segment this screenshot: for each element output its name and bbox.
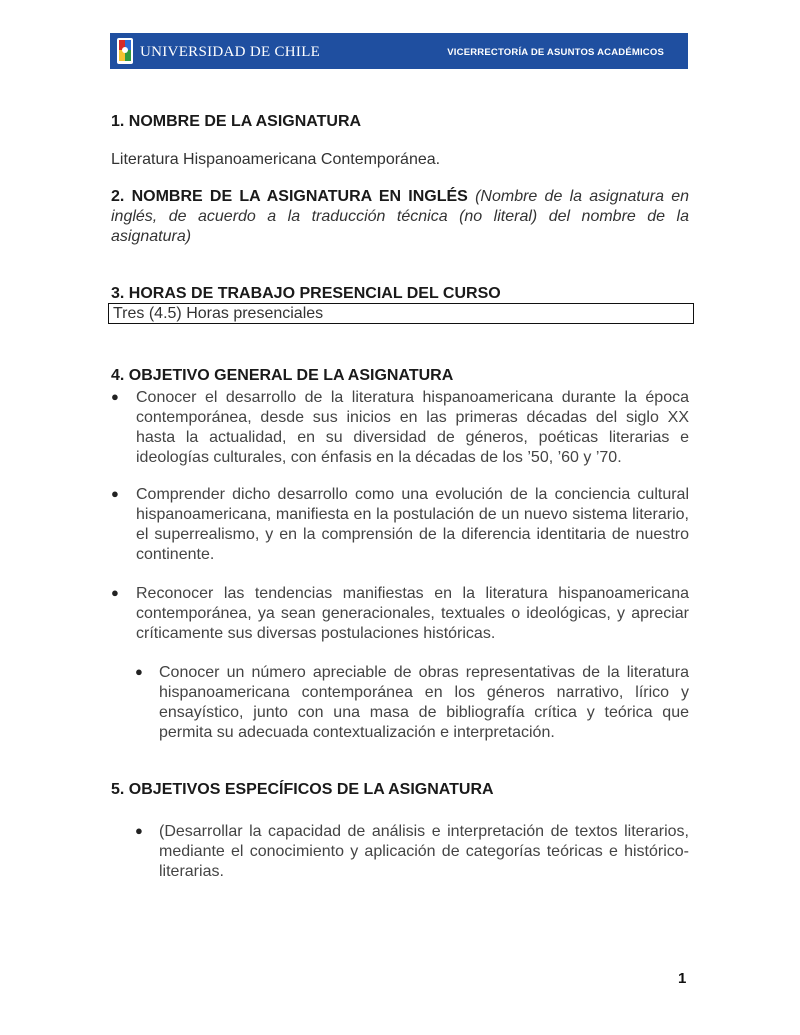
objective-text: Comprender dicho desarrollo como una evolución de la conciencia cultural hispanoamericana, manifiesta en la postulación de un nuevo sistema literario, el superrealismo, y en la comprensión de la diferencia identitaria de nuestro continente. bbox=[136, 486, 689, 563]
objective-text: Conocer el desarrollo de la literatura hispanoamericana durante la época contemporánea, desde sus inicios en las primeras décadas del siglo XX hasta la actualidad, en su diversidad de géneros, poéticas literarias e ideologías culturales, con énfasis en la décadas de los ’50, ’60 y ’70. bbox=[136, 389, 689, 466]
bullet-icon: ● bbox=[135, 823, 143, 838]
hours-value: Tres (4.5) Horas presenciales bbox=[113, 305, 324, 322]
section-1-heading: 1. NOMBRE DE LA ASIGNATURA bbox=[111, 113, 362, 130]
section-2-heading: 2. NOMBRE DE LA ASIGNATURA EN INGLÉS bbox=[111, 188, 468, 205]
bullet-icon: ● bbox=[135, 664, 143, 679]
office-name: VICERRECTORÍA DE ASUNTOS ACADÉMICOS bbox=[447, 47, 664, 58]
university-shield-icon bbox=[116, 37, 134, 65]
section-2-block bbox=[111, 187, 689, 247]
objective-text: Reconocer las tendencias manifiestas en la literatura hispanoamericana contemporánea, ya sean generacionales, textuales o ideológicas, y apreciar críticamente sus diversas postulaciones históricas. bbox=[136, 585, 689, 642]
section-5-heading: 5. OBJETIVOS ESPECÍFICOS DE LA ASIGNATURA bbox=[111, 781, 494, 798]
header-banner bbox=[110, 33, 688, 69]
bullet-icon: ● bbox=[111, 486, 119, 501]
objective-text: Conocer un número apreciable de obras representativas de la literatura hispanoamericana contemporánea en los géneros narrativo, lírico y ensayístico, junto con una masa de bibliografía crítica y teórica que permita su adecuada contextualización e interpretación. bbox=[159, 664, 689, 741]
section-4-heading: 4. OBJETIVO GENERAL DE LA ASIGNATURA bbox=[111, 367, 454, 384]
page-number: 1 bbox=[678, 970, 687, 987]
objective-text: (Desarrollar la capacidad de análisis e interpretación de textos literarios, mediante el conocimiento y aplicación de categorías teóricas e histórico-literarias. bbox=[159, 823, 689, 880]
hours-box bbox=[108, 303, 694, 324]
university-name: UNIVERSIDAD DE CHILE bbox=[140, 44, 321, 60]
course-name: Literatura Hispanoamericana Contemporánea. bbox=[111, 151, 441, 168]
bullet-icon: ● bbox=[111, 389, 119, 404]
section-3-heading: 3. HORAS DE TRABAJO PRESENCIAL DEL CURSO bbox=[111, 285, 501, 302]
bullet-icon: ● bbox=[111, 585, 119, 600]
section-2-note: (Nombre de la asignatura en inglés, de acuerdo a la traducción técnica (no literal) del nombre de la asignatura) bbox=[111, 188, 689, 245]
